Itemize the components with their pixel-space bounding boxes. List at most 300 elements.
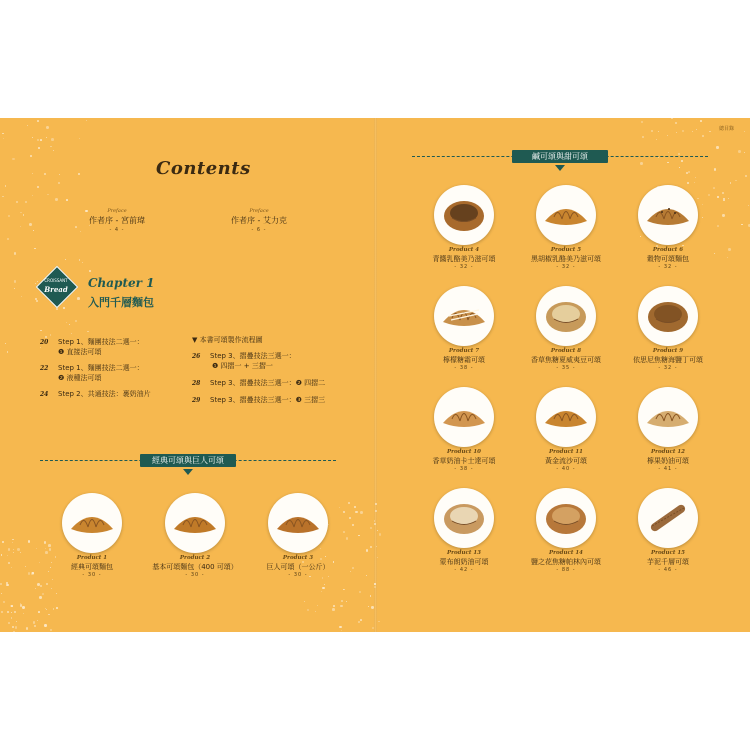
product-photo [165,493,225,553]
flour-speck [738,150,741,153]
flour-speck [682,130,684,132]
flour-speck [2,541,4,543]
product-label: Product 4 [448,247,480,253]
section-title-right: 鹹可頌與甜可頌 [512,150,608,163]
flour-speck [48,614,49,615]
product-page: - 32 - [556,264,576,270]
flour-speck [50,629,52,631]
flour-speck [37,583,40,586]
flour-speck [13,549,14,550]
flour-speck [25,566,26,567]
flour-speck [7,351,9,353]
product-name: 經典可頌麵包 [71,563,113,571]
flour-speck [33,621,35,623]
product-page: - 42 - [454,567,474,573]
flour-speck [8,215,10,217]
page-fold [374,118,377,632]
flour-speck [16,201,18,203]
product-card [613,387,723,472]
flour-speck [20,226,21,227]
toc-entry [40,389,151,399]
flour-speck [374,586,376,588]
toc-text: Step 3、摺疊技法三選一：❸ 三摺三 [210,396,326,404]
product-photo [536,286,596,346]
preface-page: - 4 - [109,227,125,233]
preface-title: 作者序 - 宮前瑋 [89,216,145,225]
flour-speck [339,626,341,628]
flour-speck [46,137,48,139]
flour-speck [728,248,731,251]
toc-entry [192,378,325,388]
flour-speck [56,593,57,594]
product-page: - 88 - [556,567,576,573]
flour-speck [700,120,702,122]
product-name: 巨人可頌（一公斤） [266,563,330,571]
toc-page: 20 [40,339,49,346]
flour-speck [32,173,33,174]
flour-speck [6,584,9,587]
product-page: - 32 - [454,264,474,270]
product-photo [536,387,596,447]
flour-speck [667,135,668,136]
flour-speck [26,627,29,630]
toc-entry [192,351,296,361]
flour-speck [343,589,344,590]
flour-speck [75,320,77,322]
flour-speck [748,205,749,206]
flour-speck [360,619,362,621]
product-card [243,493,353,578]
flour-speck [34,625,36,627]
flour-speck [378,621,380,623]
product-photo [434,488,494,548]
product-photo [434,185,494,245]
flour-speck [32,137,33,138]
section-banner-right [412,150,708,164]
flour-speck [37,120,39,122]
product-page: - 32 - [658,264,678,270]
toc-text: Step 3、摺疊技法三選一：❷ 四摺二 [210,379,326,387]
product-name: 黑胡椒乳酪美乃滋可頌 [531,255,601,263]
flour-speck [34,248,36,250]
flour-speck [671,118,672,119]
product-photo [434,286,494,346]
flour-speck [379,533,382,536]
flour-speck [14,280,16,282]
chapter-number: Chapter 1 [88,276,155,290]
flour-speck [1,611,3,613]
flour-speck [324,584,325,585]
product-card [511,387,621,472]
flour-speck [42,593,44,595]
banner-arrow-icon [555,165,565,171]
flour-speck [368,606,369,607]
contents-title: Contents [156,158,251,179]
flour-speck [2,196,4,198]
flour-speck [714,168,717,171]
flour-speck [66,322,67,323]
product-name: 穀物可頌麵包 [647,255,689,263]
flour-speck [15,626,17,628]
product-label: Product 5 [550,247,582,253]
flour-speck [16,621,18,623]
product-photo [434,387,494,447]
flour-speck [651,130,653,132]
flour-speck [33,230,34,231]
flour-speck [6,582,8,584]
flour-speck [7,611,9,613]
flour-speck [322,587,324,589]
flour-speck [730,182,731,183]
flour-speck [30,155,32,157]
preface-title: 作者序 - 艾力克 [231,216,287,225]
flour-speck [371,606,373,608]
product-page: - 40 - [556,466,576,472]
flour-speck [744,152,745,153]
flour-speck [12,539,13,540]
flour-speck [40,585,42,587]
flour-speck [31,572,34,575]
flour-speck [21,296,22,297]
product-label: Product 11 [548,449,583,455]
flour-speck [341,600,343,602]
product-name: 青醬乳酪美乃滋可頌 [432,255,496,263]
flour-speck [38,147,40,149]
flour-speck [45,608,46,609]
flour-speck [65,259,66,260]
flour-speck [59,174,60,175]
flour-speck [2,133,3,134]
flour-speck [47,194,48,195]
flour-speck [374,583,375,584]
product-card [409,488,519,573]
flour-speck [20,212,21,213]
flour-speck [39,596,42,599]
product-photo [536,185,596,245]
chapter-badge-top-text: CROISSANT [44,278,68,283]
flour-speck [744,131,746,133]
flour-speck [658,131,659,132]
preface-2 [214,208,304,233]
toc-page: 29 [192,397,201,404]
flour-speck [23,214,25,216]
flour-speck [692,131,693,132]
product-label: Product 15 [650,550,685,556]
flour-speck [14,611,16,613]
flour-speck [8,562,10,564]
product-card [511,488,621,573]
flour-speck [40,139,42,141]
flour-speck [66,199,68,201]
flour-speck [8,622,10,624]
flour-speck [370,595,371,596]
flour-speck [14,252,16,254]
product-photo [638,488,698,548]
product-name: 依思尼焦糖海鹽丁可頌 [633,356,703,364]
flour-speck [307,609,310,612]
section-title-left: 經典可頌與巨人可頌 [140,454,236,467]
product-name: 基本可頌麵包（400 可頌） [152,563,238,571]
flour-speck [5,185,7,187]
product-card [613,185,723,270]
flour-speck [12,158,14,160]
product-card [409,286,519,371]
flour-speck [359,591,361,593]
flour-speck [376,546,377,547]
flour-speck [688,171,690,173]
flour-speck [341,630,342,631]
flour-speck [29,223,32,226]
product-label: Product 12 [650,449,685,455]
product-name: 香草奶油卡士達可頌 [432,457,496,465]
flour-speck [7,238,9,240]
product-page: - 32 - [658,365,678,371]
section-banner-left [40,454,336,468]
toc-subentry: ❶ 直接法可頌 [58,348,102,356]
flour-speck [37,186,39,188]
flour-speck [10,605,12,607]
flour-speck [1,593,3,595]
flour-speck [28,540,31,543]
flour-speck [55,198,58,201]
flour-speck [25,201,27,203]
book-spread [0,118,750,632]
flour-speck [11,612,12,613]
product-label: Product 14 [548,550,583,556]
product-card [409,185,519,270]
product-name: 黃金流沙可頌 [545,457,587,465]
toc-page: 28 [192,380,201,387]
flour-speck [79,259,81,261]
product-label: Product 9 [652,348,684,354]
toc-page: 26 [192,353,201,360]
flour-speck [35,588,36,589]
product-page: - 35 - [556,365,576,371]
flour-speck [333,605,335,607]
flour-speck [46,583,48,585]
product-name: 香草焦糖夏威夷豆可頌 [531,356,601,364]
flour-speck [46,126,49,129]
flour-speck [332,608,335,611]
product-label: Product 7 [448,348,480,354]
product-page: - 30 - [288,572,308,578]
flour-speck [89,270,91,272]
product-page: - 38 - [454,365,474,371]
product-label: Product 1 [76,555,108,561]
flour-speck [346,601,347,602]
toc-subentry: ❶ 四摺一 + 三摺一 [212,362,273,370]
product-photo [536,488,596,548]
flour-speck [745,175,747,177]
flour-speck [22,606,25,609]
flour-speck [51,588,52,589]
flour-speck [32,195,33,196]
preface-label: Preface [249,208,269,214]
toc-entry [192,395,325,405]
flour-speck [694,182,695,183]
flour-speck [377,557,378,558]
product-name: 芋泥千層可頌 [647,558,689,566]
toc-text: Step 3、摺疊技法三選一： [210,352,296,360]
flour-speck [727,257,728,258]
product-card [409,387,519,472]
flour-speck [13,552,14,553]
flour-speck [355,511,357,513]
flour-speck [728,198,729,199]
flour-speck [37,620,38,621]
chapter-badge-bottom-text: Bread [44,285,68,294]
flour-speck [50,146,52,148]
flour-speck [69,324,70,325]
flour-speck [716,146,718,148]
preface-1 [72,208,162,233]
flour-speck [366,549,369,552]
flour-speck [354,506,356,508]
product-label: Product 8 [550,348,582,354]
product-photo [638,286,698,346]
flour-speck [27,125,28,126]
product-photo [638,387,698,447]
product-card [613,488,723,573]
product-page: - 38 - [454,466,474,472]
flour-speck [370,527,372,529]
flour-speck [36,300,38,302]
flour-speck [71,333,72,334]
toc-text: Step 1、麵團技法二選一： [58,364,144,372]
flour-speck [51,138,54,141]
product-card [37,493,147,578]
flour-speck [53,608,54,609]
flour-speck [12,542,13,543]
product-photo [62,493,122,553]
banner-arrow-icon [183,469,193,475]
flour-speck [1,554,3,556]
flour-speck [23,613,24,614]
product-label: Product 6 [652,247,684,253]
flour-speck [87,331,89,333]
flour-speck [340,605,342,607]
flour-speck [63,307,65,309]
flour-speck [0,583,2,585]
product-label: Product 10 [446,449,481,455]
flour-speck [358,621,360,623]
flour-speck [8,548,11,551]
flour-speck [723,200,725,202]
flour-speck [695,177,696,178]
flour-speck [40,330,42,332]
flour-speck [641,121,643,123]
flour-speck [642,136,644,138]
product-photo [268,493,328,553]
flour-speck [13,631,15,632]
flour-speck [44,173,46,175]
flour-speck [58,182,60,184]
product-card [140,493,250,578]
flour-speck [696,129,697,130]
product-label: Product 3 [282,555,314,561]
flour-speck [56,607,58,609]
flour-speck [370,546,372,548]
flour-speck [304,601,305,602]
flour-speck [3,138,4,139]
flour-speck [20,552,21,553]
flour-speck [702,135,704,137]
flour-speck [50,334,52,336]
product-name: 檸檬糖霜可頌 [443,356,485,364]
flour-speck [676,132,677,133]
product-name: 蒙布朗奶油可頌 [439,558,489,566]
flour-speck [52,579,53,580]
product-page: - 46 - [658,567,678,573]
flour-speck [40,347,41,348]
flour-speck [675,122,677,124]
flour-speck [44,624,46,626]
product-card [511,286,621,371]
flour-speck [360,511,363,514]
toc-entry [40,337,144,347]
preface-label: Preface [107,208,127,214]
product-label: Product 13 [446,550,481,556]
flour-speck [317,605,318,606]
chapter-title: 入門千層麵包 [88,296,154,309]
flour-speck [86,120,87,121]
product-card [613,286,723,371]
product-photo [638,185,698,245]
product-card [511,185,621,270]
flour-speck [679,167,680,168]
flour-speck [741,224,742,225]
flour-speck [11,617,12,618]
toc-subentry: ❷ 液種法可頌 [58,374,102,382]
flour-speck [315,611,317,613]
preface-page: - 6 - [251,227,267,233]
flour-speck [321,591,322,592]
toc-entry [40,363,144,373]
flour-speck [5,343,6,344]
flour-speck [11,567,12,568]
toc-page: 24 [40,391,49,398]
flour-speck [77,297,80,300]
product-name: 鹽之花焦糖帕林內可頌 [531,558,601,566]
product-name: 檸果奶油可頌 [647,457,689,465]
flour-speck [709,131,710,132]
product-page: - 30 - [82,572,102,578]
flour-speck [7,555,8,556]
flour-speck [3,601,6,604]
flour-speck [17,548,20,551]
toc-text: Step 2、共通技法：裹奶油片 [58,390,151,398]
running-head: 總目錄 [718,126,734,132]
flour-speck [377,530,378,531]
toc-text: Step 1、麵團技法二選一： [58,338,144,346]
flour-speck [366,575,368,577]
flour-speck [46,609,47,610]
flour-speck [656,139,657,140]
toc-page: 22 [40,365,49,372]
flour-speck [53,150,54,151]
product-page: - 30 - [185,572,205,578]
flour-speck [735,180,737,182]
product-label: Product 2 [179,555,211,561]
flour-speck [78,173,80,175]
flour-speck [14,288,15,289]
product-page: - 41 - [658,466,678,472]
flour-speck [28,572,31,575]
flour-speck [38,611,40,613]
flour-speck [82,262,83,263]
flour-speck [79,138,80,139]
flour-speck [375,503,377,505]
